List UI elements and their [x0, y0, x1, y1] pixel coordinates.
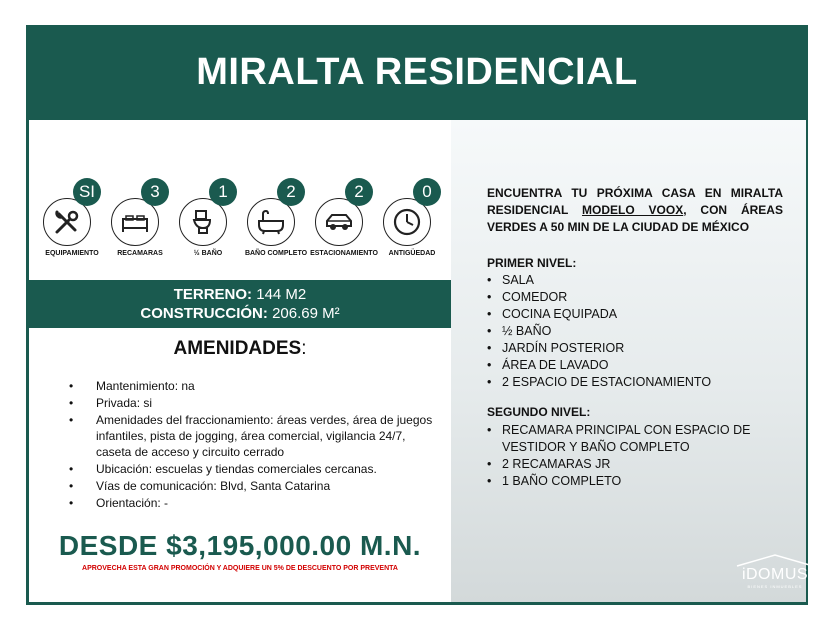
- feature-label: ½ BAÑO: [193, 250, 223, 257]
- price: DESDE $3,195,000.00 M.N.: [58, 530, 422, 561]
- list-item: • JARDÍN POSTERIOR: [487, 340, 787, 357]
- construccion-line: [29, 304, 451, 323]
- amenidades-list: [69, 378, 441, 512]
- feature-label: ANTIGÜEDAD: [388, 250, 436, 257]
- feature-label: ESTACIONAMIENTO: [310, 250, 378, 257]
- construccion-value: 206.69 M²: [272, 305, 340, 322]
- amenidades-colon: :: [301, 338, 307, 359]
- list-item: • Mantenimiento: na: [69, 378, 441, 394]
- primer-nivel-list: [487, 272, 787, 391]
- flyer-frame: [26, 25, 808, 605]
- list-item: • COCINA EQUIPADA: [487, 306, 787, 323]
- list-item: • Orientación: -: [69, 495, 441, 511]
- list-item: • SALA: [487, 272, 787, 289]
- terreno-label: TERRENO:: [173, 286, 253, 303]
- badge: 2: [277, 178, 305, 206]
- title-bar: [26, 25, 808, 120]
- list-item: • 1 BAÑO COMPLETO: [487, 473, 787, 490]
- terreno-line: [29, 285, 451, 304]
- area-band: [29, 280, 451, 328]
- terreno-value: 144 M2: [256, 286, 307, 303]
- feature-label: BAÑO COMPLETO: [244, 250, 308, 257]
- feature-label: EQUIPAMIENTO: [45, 250, 99, 257]
- intro-part1: ENCUENTRA TU PRÓXIMA CASA EN MIRALTA RESIDENCIAL: [487, 186, 783, 217]
- construccion-label: CONSTRUCCIÓN:: [140, 305, 268, 322]
- segundo-nivel-title: SEGUNDO NIVEL:: [487, 405, 591, 419]
- list-item: • 2 ESPACIO DE ESTACIONAMIENTO: [487, 374, 787, 391]
- list-item: • RECAMARA PRINCIPAL CON ESPACIO DE VESTIDOR Y BAÑO COMPLETO: [487, 422, 787, 456]
- page-title: MIRALTA RESIDENCIAL: [196, 51, 638, 93]
- list-item: • COMEDOR: [487, 289, 787, 306]
- amenidades-heading: [29, 338, 451, 360]
- badge: 3: [141, 178, 169, 206]
- list-item: • Amenidades del fraccionamiento: áreas verdes, área de juegos infantiles, pista de jogging, área comercial, vigilancia 24/7, caseta de acceso y circuito cerrado: [69, 412, 441, 460]
- primer-nivel-title: PRIMER NIVEL:: [487, 256, 577, 270]
- badge: SI: [73, 178, 101, 206]
- idomus-logo: [735, 552, 815, 592]
- list-item: • 2 RECAMARAS JR: [487, 456, 787, 473]
- model-name: MODELO VOOX: [582, 203, 684, 217]
- feature-antiguedad: [377, 182, 447, 268]
- badge: 0: [413, 178, 441, 206]
- list-item: • Vías de comunicación: Blvd, Santa Catarina: [69, 478, 441, 494]
- list-item: • Privada: si: [69, 395, 441, 411]
- right-panel: [451, 120, 809, 602]
- list-item: • ÁREA DE LAVADO: [487, 357, 787, 374]
- logo-text: iDOMUS: [741, 566, 809, 583]
- badge: 1: [209, 178, 237, 206]
- segundo-nivel-list: [487, 422, 787, 490]
- intro-text: [487, 185, 783, 236]
- amenidades-title: AMENIDADES: [173, 338, 302, 359]
- list-item: • Ubicación: escuelas y tiendas comerciales cercanas.: [69, 461, 441, 477]
- features-icons-row: [37, 182, 447, 268]
- intro-part2: , CON ÁREAS VERDES A 50 MIN DE LA CIUDAD DE MÉXICO: [487, 203, 783, 234]
- left-panel: [29, 120, 451, 602]
- promo-text: APROVECHA ESTA GRAN PROMOCIÓN Y ADQUIERE UN 5% DE DESCUENTO POR PREVENTA: [82, 565, 398, 572]
- list-item: • ½ BAÑO: [487, 323, 787, 340]
- logo-subtext: BIENES INMUEBLES: [747, 584, 803, 589]
- feature-label: RECAMARAS: [117, 250, 163, 257]
- badge: 2: [345, 178, 373, 206]
